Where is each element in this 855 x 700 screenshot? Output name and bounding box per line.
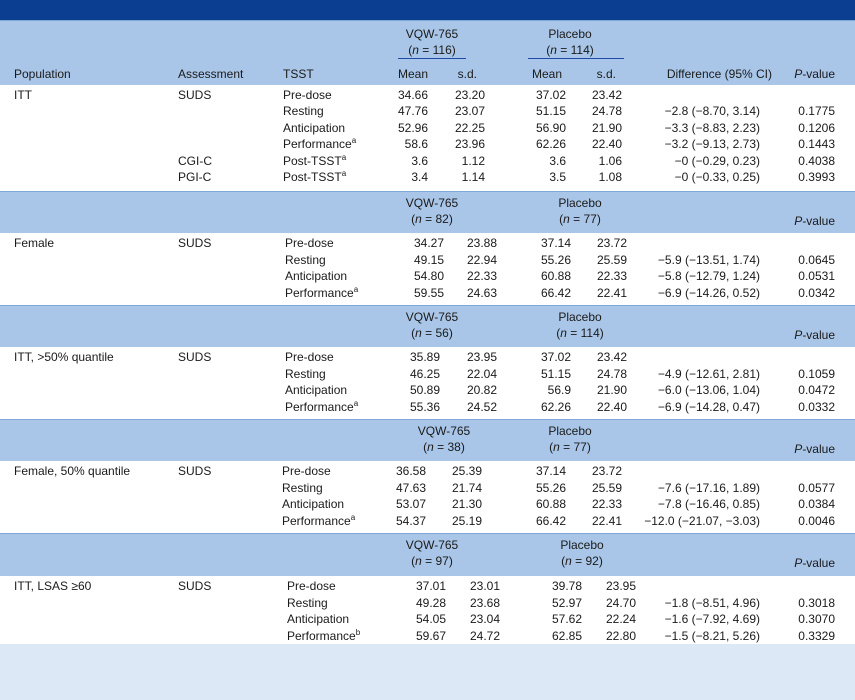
sd-cell: 25.59 xyxy=(596,252,627,267)
mean-cell: 59.67 xyxy=(415,628,446,643)
difference-cell: −7.8 (−16.46, 0.85) xyxy=(657,497,760,512)
placebo-n: (n = 77) xyxy=(559,212,601,226)
sd-cell: 24.63 xyxy=(466,285,497,300)
tsst-cell: Performance$^a$ xyxy=(285,284,359,300)
col-mean: Mean xyxy=(531,67,562,81)
mean-cell: 66.42 xyxy=(540,285,571,300)
footnote-mark: a xyxy=(353,398,359,408)
population-cell: ITT, >50% quantile xyxy=(14,350,114,364)
difference-cell: −3.3 (−8.83, 2.23) xyxy=(664,120,760,135)
tsst-cell: Pre-dose xyxy=(282,464,331,478)
sd-cell: 1.08 xyxy=(598,170,622,184)
mean-cell: 37.02 xyxy=(540,350,571,364)
population-cell: ITT xyxy=(14,88,32,102)
placebo-underline xyxy=(528,58,624,59)
col-difference: Difference (95% CI) xyxy=(666,67,772,81)
tsst-cell: Anticipation xyxy=(285,383,348,398)
placebo-label: Placebo xyxy=(548,424,592,438)
drug-label: VQW-765 xyxy=(405,538,459,552)
mean-cell: 52.96 xyxy=(397,120,428,135)
tsst-cell: Anticipation xyxy=(282,497,345,512)
sd-cell: 23.72 xyxy=(596,236,627,250)
mean-cell: 3.4 xyxy=(411,170,428,184)
assessment-cell: SUDS xyxy=(178,236,212,250)
difference-cell: −4.9 (−12.61, 2.81) xyxy=(657,366,760,381)
difference-cell: −0 (−0.29, 0.23) xyxy=(674,153,760,168)
pvalue-cell: 0.1775 xyxy=(798,104,835,119)
sd-cell: 23.72 xyxy=(591,464,622,478)
assessment-cell: SUDS xyxy=(178,350,212,364)
mean-cell: 34.27 xyxy=(413,236,444,250)
drug-label: VQW-765 xyxy=(405,196,459,210)
mean-cell: 37.02 xyxy=(535,88,566,102)
tsst-cell: Performance$^b$ xyxy=(287,627,361,643)
sd-cell: 21.30 xyxy=(451,497,482,512)
sd-cell: 24.52 xyxy=(466,399,497,414)
difference-cell: −1.5 (−8.21, 5.26) xyxy=(664,628,760,643)
drug-label: VQW-765 xyxy=(405,27,459,41)
pvalue-cell: 0.4038 xyxy=(798,153,835,168)
drug-n: (n = 38) xyxy=(423,440,465,454)
tsst-cell: Performance$^a$ xyxy=(283,136,357,152)
footnote-mark: a xyxy=(341,169,347,178)
mean-cell: 37.14 xyxy=(535,464,566,478)
mean-cell: 60.88 xyxy=(535,497,566,512)
mean-cell: 50.89 xyxy=(409,383,440,398)
difference-cell: −5.8 (−12.79, 1.24) xyxy=(657,269,760,284)
difference-cell: −3.2 (−9.13, 2.73) xyxy=(664,137,760,152)
sd-cell: 22.33 xyxy=(466,269,497,284)
sd-cell: 22.41 xyxy=(596,285,627,300)
sd-cell: 24.72 xyxy=(469,628,500,643)
sd-cell: 1.06 xyxy=(598,153,622,168)
tsst-cell: Anticipation xyxy=(287,612,350,627)
population-cell: ITT, LSAS ≥60 xyxy=(14,579,92,593)
placebo-label: Placebo xyxy=(558,196,602,210)
drug-n: (n = 116) xyxy=(408,43,456,57)
assessment-cell: PGI-C xyxy=(178,170,212,184)
sd-cell: 23.95 xyxy=(605,579,636,593)
mean-cell: 62.26 xyxy=(540,399,571,414)
pvalue-cell: 0.0472 xyxy=(798,383,835,398)
pvalue-cell: 0.0046 xyxy=(798,513,835,528)
tsst-cell: Performance$^a$ xyxy=(285,398,359,414)
tsst-cell: Resting xyxy=(285,252,326,267)
pvalue-cell: 0.3018 xyxy=(798,595,835,610)
pvalue-cell: 0.3329 xyxy=(798,628,835,643)
difference-cell: −6.9 (−14.26, 0.52) xyxy=(657,285,760,300)
assessment-cell: SUDS xyxy=(178,88,212,102)
mean-cell: 60.88 xyxy=(540,269,571,284)
assessment-cell: CGI-C xyxy=(178,153,212,168)
tsst-cell: Pre-dose xyxy=(287,579,336,593)
sd-cell: 1.14 xyxy=(461,170,485,184)
difference-cell: −6.9 (−14.28, 0.47) xyxy=(657,399,760,414)
drug-label: VQW-765 xyxy=(405,310,459,324)
drug-underline xyxy=(398,58,466,59)
sd-cell: 22.33 xyxy=(596,269,627,284)
sd-cell: 22.24 xyxy=(605,612,636,627)
mean-cell: 54.80 xyxy=(413,269,444,284)
placebo-n: (n = 92) xyxy=(561,554,603,568)
mean-cell: 35.89 xyxy=(409,350,440,364)
difference-cell: −0 (−0.33, 0.25) xyxy=(674,170,760,184)
pvalue-cell: 0.0342 xyxy=(798,285,835,300)
placebo-label: Placebo xyxy=(548,27,592,41)
difference-cell: −7.6 (−17.16, 1.89) xyxy=(657,480,760,495)
mean-cell: 58.6 xyxy=(404,137,428,152)
pvalue-cell: 0.0645 xyxy=(798,252,835,267)
sd-cell: 23.42 xyxy=(591,88,622,102)
mean-cell: 34.66 xyxy=(397,88,428,102)
sd-cell: 22.40 xyxy=(591,137,622,152)
placebo-n: (n = 77) xyxy=(549,440,591,454)
difference-cell: −1.8 (−8.51, 4.96) xyxy=(664,595,760,610)
sd-cell: 22.33 xyxy=(591,497,622,512)
footnote-mark: b xyxy=(355,627,361,637)
mean-cell: 56.9 xyxy=(547,383,571,398)
mean-cell: 47.76 xyxy=(397,104,428,119)
mean-cell: 62.85 xyxy=(551,628,582,643)
sd-cell: 24.78 xyxy=(596,366,627,381)
mean-cell: 62.26 xyxy=(535,137,566,152)
col-population: Population xyxy=(14,67,71,81)
tsst-cell: Performance$^a$ xyxy=(282,512,356,528)
pvalue-cell: 0.1443 xyxy=(798,137,835,152)
mean-cell: 39.78 xyxy=(551,579,582,593)
sd-cell: 23.07 xyxy=(454,104,485,119)
pvalue-cell: 0.1059 xyxy=(798,366,835,381)
population-cell: Female xyxy=(14,236,55,250)
sd-cell: 23.95 xyxy=(466,350,497,364)
difference-cell: −5.9 (−13.51, 1.74) xyxy=(657,252,760,267)
sd-cell: 23.88 xyxy=(466,236,497,250)
mean-cell: 54.37 xyxy=(395,513,426,528)
placebo-n: (n = 114) xyxy=(546,43,594,57)
mean-cell: 52.97 xyxy=(551,595,582,610)
col-assessment: Assessment xyxy=(178,67,244,81)
pvalue-cell: 0.0577 xyxy=(798,480,835,495)
tsst-cell: Pre-dose xyxy=(285,350,334,364)
sd-cell: 23.68 xyxy=(469,595,500,610)
footnote-mark: a xyxy=(353,284,359,294)
sd-cell: 25.39 xyxy=(451,464,482,478)
col-pvalue: P-value xyxy=(794,328,835,342)
footnote-mark: a xyxy=(350,512,356,522)
mean-cell: 59.55 xyxy=(413,285,444,300)
footnote-mark: a xyxy=(351,136,357,146)
sd-cell: 25.59 xyxy=(591,480,622,495)
tsst-cell: Resting xyxy=(287,595,328,610)
sd-cell: 21.90 xyxy=(596,383,627,398)
sd-cell: 23.04 xyxy=(469,612,500,627)
assessment-cell: SUDS xyxy=(178,579,212,593)
pvalue-cell: 0.0531 xyxy=(798,269,835,284)
sd-cell: 24.70 xyxy=(605,595,636,610)
placebo-label: Placebo xyxy=(558,310,602,324)
population-cell: Female, 50% quantile xyxy=(14,464,131,478)
mean-cell: 55.36 xyxy=(409,399,440,414)
mean-cell: 46.25 xyxy=(409,366,440,381)
tsst-cell: Pre-dose xyxy=(285,236,334,250)
col-pvalue: P-value xyxy=(794,214,835,228)
drug-label: VQW-765 xyxy=(417,424,471,438)
col-sd: s.d. xyxy=(457,67,477,81)
sd-cell: 23.96 xyxy=(454,137,485,152)
footnote-mark: a xyxy=(341,152,347,162)
difference-cell: −6.0 (−13.06, 1.04) xyxy=(657,383,760,398)
tsst-cell: Anticipation xyxy=(283,120,346,135)
col-pvalue: P-value xyxy=(794,442,835,456)
table-footer-band xyxy=(0,644,855,700)
mean-cell: 66.42 xyxy=(535,513,566,528)
pvalue-cell: 0.0384 xyxy=(798,497,835,512)
sd-cell: 1.12 xyxy=(461,153,485,168)
mean-cell: 55.26 xyxy=(540,252,571,267)
pvalue-cell: 0.1206 xyxy=(798,120,835,135)
difference-cell: −12.0 (−21.07, −3.03) xyxy=(644,513,760,528)
sd-cell: 21.90 xyxy=(591,120,622,135)
drug-n: (n = 82) xyxy=(411,212,453,226)
difference-cell: −2.8 (−8.70, 3.14) xyxy=(664,104,760,119)
sd-cell: 23.01 xyxy=(469,579,500,593)
mean-cell: 3.5 xyxy=(549,170,566,184)
placebo-n: (n = 114) xyxy=(556,326,604,340)
sd-cell: 23.20 xyxy=(454,88,485,102)
sd-cell: 22.41 xyxy=(591,513,622,528)
pvalue-cell: 0.3070 xyxy=(798,612,835,627)
tsst-cell: Resting xyxy=(285,366,326,381)
sd-cell: 22.04 xyxy=(466,366,497,381)
sd-cell: 21.74 xyxy=(451,480,482,495)
placebo-label: Placebo xyxy=(560,538,604,552)
col-pvalue: P-value xyxy=(794,67,835,81)
mean-cell: 49.28 xyxy=(415,595,446,610)
difference-cell: −1.6 (−7.92, 4.69) xyxy=(664,612,760,627)
mean-cell: 3.6 xyxy=(549,153,566,168)
col-tsst: TSST xyxy=(283,67,314,81)
sd-cell: 22.94 xyxy=(466,252,497,267)
tsst-cell: Resting xyxy=(283,104,324,119)
sd-cell: 23.42 xyxy=(596,350,627,364)
mean-cell: 51.15 xyxy=(540,366,571,381)
drug-n: (n = 56) xyxy=(411,326,453,340)
tsst-cell: Pre-dose xyxy=(283,88,332,102)
mean-cell: 55.26 xyxy=(535,480,566,495)
title-bar xyxy=(0,0,855,20)
sd-cell: 24.78 xyxy=(591,104,622,119)
mean-cell: 37.01 xyxy=(415,579,446,593)
sd-cell: 20.82 xyxy=(466,383,497,398)
sd-cell: 22.40 xyxy=(596,399,627,414)
drug-n: (n = 97) xyxy=(411,554,453,568)
pvalue-cell: 0.3993 xyxy=(798,170,835,184)
mean-cell: 53.07 xyxy=(395,497,426,512)
pvalue-cell: 0.0332 xyxy=(798,399,835,414)
col-pvalue: P-value xyxy=(794,556,835,570)
col-sd: s.d. xyxy=(596,67,616,81)
sd-cell: 25.19 xyxy=(451,513,482,528)
tsst-cell: Resting xyxy=(282,480,323,495)
mean-cell: 36.58 xyxy=(395,464,426,478)
tsst-cell: Post-TSST$^a$ xyxy=(283,152,347,168)
mean-cell: 49.15 xyxy=(413,252,444,267)
tsst-cell: Anticipation xyxy=(285,269,348,284)
mean-cell: 47.63 xyxy=(395,480,426,495)
mean-cell: 56.90 xyxy=(535,120,566,135)
tsst-cell: Post-TSST$^a$ xyxy=(283,169,347,184)
mean-cell: 37.14 xyxy=(540,236,571,250)
sd-cell: 22.25 xyxy=(454,120,485,135)
mean-cell: 54.05 xyxy=(415,612,446,627)
sd-cell: 22.80 xyxy=(605,628,636,643)
col-mean: Mean xyxy=(397,67,428,81)
mean-cell: 57.62 xyxy=(551,612,582,627)
mean-cell: 51.15 xyxy=(535,104,566,119)
assessment-cell: SUDS xyxy=(178,464,212,478)
mean-cell: 3.6 xyxy=(411,153,428,168)
